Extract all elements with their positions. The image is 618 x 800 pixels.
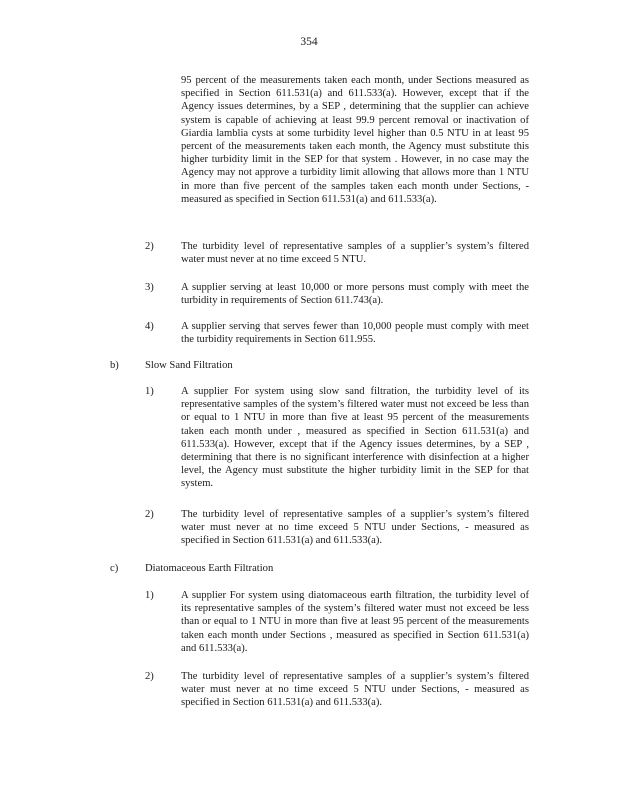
page-number: 354 (300, 36, 318, 48)
paragraph-c1: A supplier For system using diatomaceous earth filtration, the turbidity level of its representative samples of the system’s filtered water must not exceed be less than or equal to 1 NTU in more than five at least 95 percent of the measurements taken each month under Sections , measured as specified in Section 611.531(a) and 611.533(a). (181, 590, 529, 654)
item-label-a3: 3) (145, 282, 154, 293)
paragraph-a1-continued: 95 percent of the measurements taken each month, under Sections measured as specified in Section 611.531(a) and 611.533(a). However, except that if the Agency issues determines, by a SEP , determining that the supplier can achieve system is capable of achieving at least 99.9 percent removal or inactivation of Giardia lamblia cysts at some turbidity level higher than 0.5 NTU in at least 95 percent of the measurements taken each month, the Agency must substitute this higher turbidity limit in the SEP for that system . However, in no case may the Agency may not approve a turbidity limit allowing that allows more than 1 NTU in more than five percent of the samples taken each month under Sections, - measured as specified in Section 611.531(a) and 611.533(a). (181, 75, 529, 205)
item-label-c2: 2) (145, 671, 154, 682)
paragraph-a2: The turbidity level of representative samples of a supplier’s system’s filtered water must never at no time exceed 5 NTU. (181, 241, 529, 266)
section-heading-b: Slow Sand Filtration (145, 360, 233, 371)
item-label-a2: 2) (145, 241, 154, 252)
item-label-c1: 1) (145, 590, 154, 601)
paragraph-c2: The turbidity level of representative samples of a supplier’s system’s filtered water must never at no time exceed 5 NTU under Sections, - measured as specified in Section 611.531(a) and 611.533(a). (181, 671, 529, 709)
item-label-a4: 4) (145, 321, 154, 332)
paragraph-a4: A supplier serving that serves fewer than 10,000 people must comply with meet the turbidity requirements in Section 611.955. (181, 321, 529, 346)
item-label-b2: 2) (145, 509, 154, 520)
section-label-b: b) (110, 360, 119, 371)
section-heading-c: Diatomaceous Earth Filtration (145, 563, 274, 574)
paragraph-b2: The turbidity level of representative samples of a supplier’s system’s filtered water must never at no time exceed 5 NTU under Sections, - measured as specified in Section 611.531(a) and 611.533(a). (181, 509, 529, 547)
paragraph-a3: A supplier serving at least 10,000 or more persons must comply with meet the turbidity in requirements of Section 611.743(a). (181, 282, 529, 307)
item-label-b1: 1) (145, 386, 154, 397)
section-label-c: c) (110, 563, 119, 574)
paragraph-b1: A supplier For system using slow sand filtration, the turbidity level of its representative samples of the system’s filtered water must not exceed be less than or equal to 1 NTU in more than five at least 95 percent of the measurements taken each month under , measured as specified in Section 611.531(a) and 611.533(a). However, except that if the Agency issues determines, by a SEP , determining that there is no significant interference with disinfection at a higher level, the Agency must substitute the higher turbidity limit in the SEP for that system. (181, 386, 529, 490)
